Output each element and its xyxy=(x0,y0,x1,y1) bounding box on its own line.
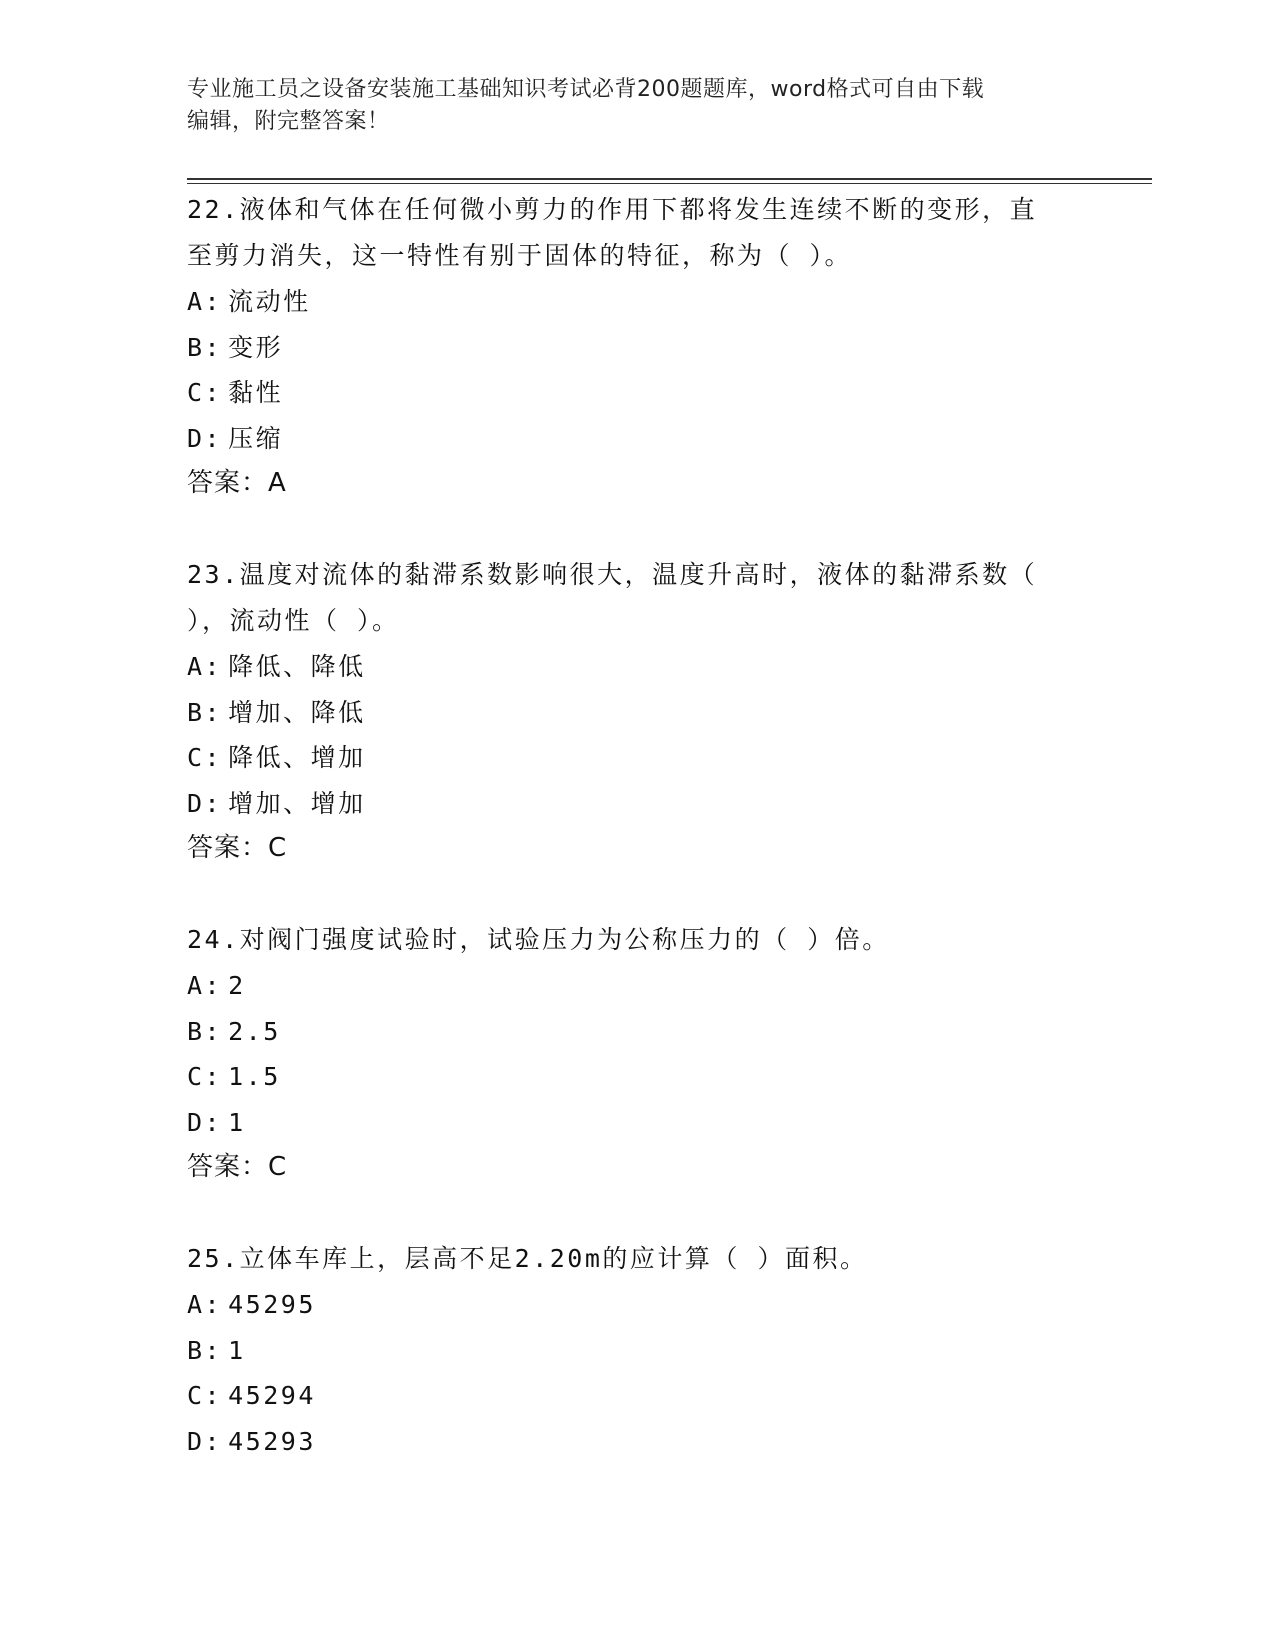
option-text: 压缩 xyxy=(228,423,284,453)
option-letter: A: xyxy=(187,971,223,1000)
option-text: 流动性 xyxy=(228,287,311,316)
answer-line: 答案：C xyxy=(187,833,288,863)
option-text: 黏性 xyxy=(228,378,284,407)
option-text: 45295 xyxy=(228,1290,316,1319)
option-c xyxy=(187,370,1087,416)
question-stem-line: 22.液体和气体在任何微小剪力的作用下都将发生连续不断的变形，直 xyxy=(187,195,1038,224)
question-spacer xyxy=(187,506,1087,552)
option-d xyxy=(187,1100,1087,1146)
option-text: 变形 xyxy=(228,332,284,362)
option-c xyxy=(187,735,1087,781)
answer-line: 答案：C xyxy=(187,1152,288,1182)
question-spacer xyxy=(187,1190,1087,1236)
option-text: 降低、降低 xyxy=(228,652,366,681)
option-letter: D: xyxy=(187,788,223,818)
option-a xyxy=(187,279,1087,325)
option-letter: B: xyxy=(187,1016,223,1046)
question-23 xyxy=(187,552,1087,871)
option-c xyxy=(187,1054,1087,1100)
header-line-2: 编辑，附完整答案！ xyxy=(187,109,390,134)
header-rule-thick xyxy=(187,178,1152,180)
option-letter: A: xyxy=(187,1290,223,1319)
question-stem-line: 25.立体车库上，层高不足2.20m的应计算（ ）面积。 xyxy=(187,1244,868,1273)
option-c xyxy=(187,1373,1087,1419)
option-d xyxy=(187,781,1087,827)
option-letter: D: xyxy=(187,423,223,453)
question-spacer xyxy=(187,871,1087,917)
option-a xyxy=(187,963,1087,1009)
option-letter: B: xyxy=(187,1335,223,1365)
option-letter: B: xyxy=(187,697,223,727)
question-stem-line: 24.对阀门强度试验时，试验压力为公称压力的（ ）倍。 xyxy=(187,925,890,954)
option-letter: D: xyxy=(187,1107,223,1137)
option-letter: C: xyxy=(187,743,223,772)
question-25 xyxy=(187,1236,1087,1464)
option-letter: C: xyxy=(187,378,223,407)
question-stem-line: 23.温度对流体的黏滞系数影响很大，温度升高时，液体的黏滞系数（ xyxy=(187,560,1038,589)
option-text: 1 xyxy=(228,1335,246,1365)
option-text: 45293 xyxy=(228,1426,316,1456)
option-letter: A: xyxy=(187,287,223,316)
option-a xyxy=(187,1282,1087,1328)
option-text: 1.5 xyxy=(228,1062,281,1091)
question-22 xyxy=(187,187,1087,506)
option-letter: A: xyxy=(187,652,223,681)
option-d xyxy=(187,416,1087,462)
option-text: 增加、增加 xyxy=(228,788,366,818)
option-text: 降低、增加 xyxy=(228,743,366,772)
question-stem-line: 至剪力消失，这一特性有别于固体的特征，称为（ ）。 xyxy=(187,241,853,270)
option-b xyxy=(187,325,1087,371)
option-text: 1 xyxy=(228,1107,246,1137)
option-text: 45294 xyxy=(228,1381,316,1410)
option-a xyxy=(187,644,1087,690)
option-b xyxy=(187,690,1087,736)
option-letter: C: xyxy=(187,1381,223,1410)
option-text: 增加、降低 xyxy=(228,697,366,727)
option-letter: D: xyxy=(187,1426,223,1456)
option-text: 2.5 xyxy=(228,1016,281,1046)
document-header xyxy=(187,74,1087,138)
option-d xyxy=(187,1419,1087,1465)
option-text: 2 xyxy=(228,971,246,1000)
option-letter: C: xyxy=(187,1062,223,1091)
header-line-1: 专业施工员之设备安装施工基础知识考试必背200题题库，word格式可自由下载 xyxy=(187,77,985,102)
option-b xyxy=(187,1328,1087,1374)
question-stem-line: ），流动性（ ）。 xyxy=(187,606,400,635)
question-list xyxy=(187,187,1087,1464)
option-letter: B: xyxy=(187,332,223,362)
answer-line: 答案：A xyxy=(187,468,287,498)
header-rule-thin xyxy=(187,183,1152,184)
question-24 xyxy=(187,917,1087,1190)
option-b xyxy=(187,1009,1087,1055)
